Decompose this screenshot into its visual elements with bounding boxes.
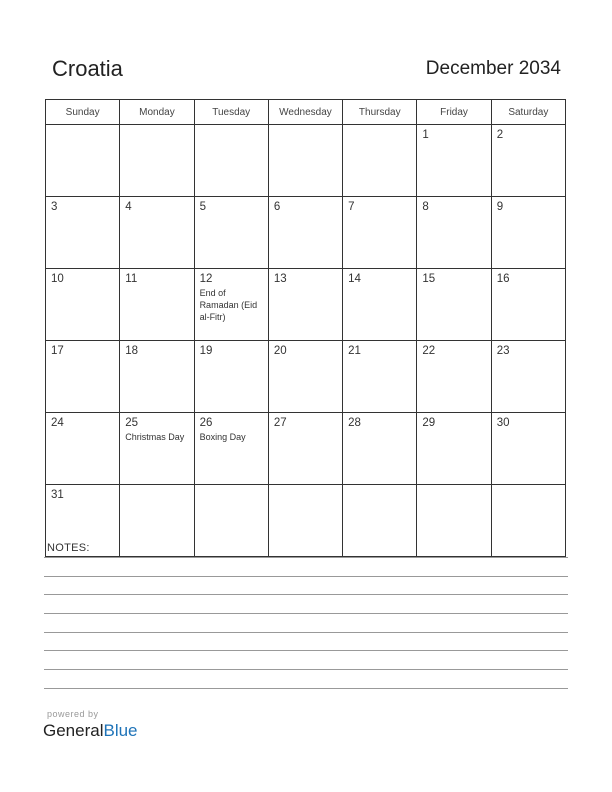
day-cell [417,269,491,341]
day-number: 28 [348,417,361,429]
day-number: 10 [51,273,64,285]
day-number: 21 [348,345,361,357]
day-cell [491,413,565,485]
day-number: 1 [422,129,429,141]
holiday-label: End of Ramadan (Eid al-Fitr) [199,288,258,322]
calendar-grid [45,99,566,557]
day-cell [46,269,120,341]
note-line [44,594,568,595]
day-cell [491,341,565,413]
day-cell [120,197,194,269]
week-row [46,341,566,413]
day-number: 9 [496,201,504,213]
day-number: 24 [51,417,64,429]
day-cell [491,485,565,557]
weekday-header: Thursday [343,100,417,125]
day-number: 11 [125,273,138,285]
day-cell [268,197,342,269]
day-cell [268,485,342,557]
day-cell [417,413,491,485]
day-cell [120,125,194,197]
day-number: 27 [273,417,287,429]
day-cell [417,485,491,557]
day-cell [268,341,342,413]
day-number: 17 [51,345,64,357]
day-cell [120,269,194,341]
note-line [44,576,568,577]
note-line [44,613,568,614]
day-number: 18 [125,345,139,357]
day-number: 13 [273,273,287,285]
note-line [44,632,568,633]
day-cell [194,341,268,413]
day-cell [343,125,417,197]
day-number: 25 [125,417,139,429]
day-cell [343,485,417,557]
day-number: 31 [51,489,64,501]
holiday-label: Boxing Day [199,432,246,442]
holiday-label: Christmas Day [125,432,185,442]
day-cell [194,269,268,341]
weekday-header: Saturday [491,100,565,125]
day-cell [46,125,120,197]
day-cell [194,197,268,269]
day-cell [120,341,194,413]
day-number: 15 [422,273,436,285]
brand-logo [43,721,138,741]
day-number: 5 [199,201,206,213]
weekday-header-row [46,100,566,125]
day-number: 26 [199,417,213,429]
day-number: 2 [496,129,504,141]
day-cell [194,413,268,485]
week-row [46,413,566,485]
weekday-header: Wednesday [268,100,342,125]
day-cell [120,413,194,485]
day-cell [268,125,342,197]
day-cell [268,413,342,485]
day-cell [343,197,417,269]
day-cell [417,125,491,197]
day-cell [491,269,565,341]
day-number: 4 [125,201,132,213]
week-row [46,125,566,197]
weekday-header: Sunday [46,100,120,125]
day-number: 20 [273,345,287,357]
day-number: 29 [422,417,436,429]
weekday-header: Monday [120,100,194,125]
day-cell [268,269,342,341]
day-cell [46,341,120,413]
month-year-title: December 2034 [425,58,561,79]
weekday-header: Friday [417,100,491,125]
day-number: 16 [496,273,510,285]
week-row [46,485,566,557]
day-number: 3 [51,201,58,213]
week-row [46,197,566,269]
brand-name-part2: Blue [103,721,138,740]
day-cell [417,341,491,413]
day-cell [46,413,120,485]
country-title: Croatia [52,56,123,81]
day-number: 14 [348,273,361,285]
day-cell [120,485,194,557]
day-cell [491,197,565,269]
day-cell [343,341,417,413]
day-number: 12 [199,273,213,285]
note-line [44,557,568,558]
powered-by-text: powered by [47,709,99,719]
day-cell [343,413,417,485]
day-cell [194,485,268,557]
week-row [46,269,566,341]
weekday-header: Tuesday [194,100,268,125]
day-number: 22 [422,345,436,357]
day-number: 7 [348,201,355,213]
brand-name-part1: General [43,721,104,740]
day-cell [194,125,268,197]
note-line [44,669,568,670]
day-number: 8 [422,201,429,213]
notes-label: NOTES: [47,542,90,554]
day-cell [46,197,120,269]
day-number: 6 [273,201,281,213]
day-number: 23 [496,345,510,357]
note-line [44,650,568,651]
day-cell [343,269,417,341]
day-number: 30 [496,417,510,429]
day-cell [417,197,491,269]
day-number: 19 [199,345,213,357]
note-line [44,688,568,689]
day-cell [491,125,565,197]
